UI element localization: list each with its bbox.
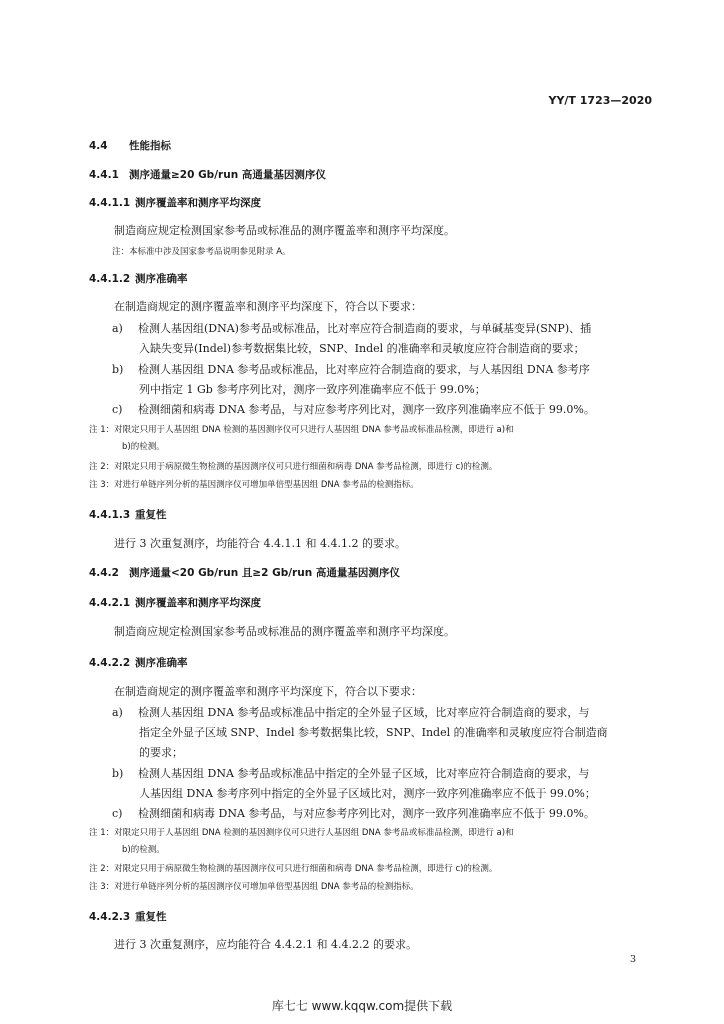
paragraph: 在制造商规定的测序覆盖率和测序平均深度下，符合以下要求：	[114, 685, 422, 698]
section-number: 4.4.1.2	[89, 273, 131, 285]
section-title: 性能指标	[129, 140, 171, 152]
heading-4-4-2	[89, 565, 656, 580]
list-item-a	[112, 704, 656, 720]
heading-4-4	[89, 138, 656, 153]
paragraph: 制造商应规定检测国家参考品或标准品的测序覆盖率和测序平均深度。	[114, 625, 455, 638]
note-1: 注 1：对限定只用于人基因组 DNA 检测的基因测序仪可只进行人基因组 DNA 参考品或标准品检测，即进行 a)和	[89, 828, 514, 838]
note-3: 注 3：对进行单链序列分析的基因测序仪可增加单倍型基因组 DNA 参考品的检测指标。	[89, 882, 419, 892]
note-3: 注 3：对进行单链序列分析的基因测序仪可增加单倍型基因组 DNA 参考品的检测指标。	[89, 480, 419, 490]
list-marker: c)	[112, 403, 123, 416]
list-marker: b)	[112, 767, 124, 780]
section-title: 测序覆盖率和测序平均深度	[135, 597, 261, 609]
list-text: 检测人基因组 DNA 参考品或标准品，比对率应符合制造商的要求，与人基因组 DNA 参考序	[138, 363, 590, 376]
section-title: 测序通量≥20 Gb/run 高通量基因测序仪	[129, 169, 326, 181]
list-item-continuation: 入缺失变异(Indel)参考数据集比较，SNP、Indel 的准确率和灵敏度应符合制造商的要求；	[139, 342, 585, 355]
list-marker: a)	[112, 322, 123, 335]
note-2: 注 2：对限定只用于病原微生物检测的基因测序仪可只进行细菌和病毒 DNA 参考品检测，即进行 c)的检测。	[89, 462, 498, 472]
paragraph: 进行 3 次重复测序，均能符合 4.4.1.1 和 4.4.1.2 的要求。	[114, 537, 406, 550]
standard-id: YY/T 1723—2020	[548, 94, 652, 107]
list-item-b	[112, 361, 656, 377]
section-title: 重复性	[135, 911, 167, 923]
heading-4-4-1-3	[89, 507, 656, 522]
heading-4-4-1-2	[89, 271, 656, 286]
note-1: 注 1：对限定只用于人基因组 DNA 检测的基因测序仪可只进行人基因组 DNA 参考品或标准品检测，即进行 a)和	[89, 425, 514, 435]
list-marker: c)	[112, 807, 123, 820]
section-number: 4.4.1.3	[89, 509, 131, 521]
list-text: 检测细菌和病毒 DNA 参考品，与对应参考序列比对，测序一致序列准确率应不低于 99.0%。	[138, 807, 595, 820]
section-number: 4.4.2.2	[89, 657, 131, 669]
section-number: 4.4.2.1	[89, 597, 131, 609]
note-2: 注 2：对限定只用于病原微生物检测的基因测序仪可只进行细菌和病毒 DNA 参考品检测，即进行 c)的检测。	[89, 864, 498, 874]
list-item-continuation: 的要求；	[139, 746, 183, 759]
list-item-a	[112, 320, 656, 336]
section-title: 测序准确率	[135, 657, 188, 669]
page-number: 3	[629, 954, 636, 965]
section-title: 测序通量<20 Gb/run 且≥2 Gb/run 高通量基因测序仪	[129, 567, 400, 579]
heading-4-4-2-3	[89, 909, 656, 924]
section-title: 测序覆盖率和测序平均深度	[135, 197, 261, 209]
list-item-continuation: 指定全外显子区域 SNP、Indel 参考数据集比较，SNP、Indel 的准确率和灵敏度应符合制造商	[139, 726, 608, 739]
list-item-c	[112, 805, 656, 821]
section-number: 4.4	[89, 140, 108, 152]
section-number: 4.4.2.3	[89, 911, 131, 923]
section-title: 测序准确率	[135, 273, 188, 285]
heading-4-4-2-1	[89, 595, 656, 610]
heading-4-4-1-1	[89, 195, 656, 210]
list-text: 检测细菌和病毒 DNA 参考品，与对应参考序列比对，测序一致序列准确率应不低于 99.0%。	[138, 403, 595, 416]
note: 注：本标准中涉及国家参考品说明参见附录 A。	[112, 247, 291, 257]
paragraph: 在制造商规定的测序覆盖率和测序平均深度下，符合以下要求：	[114, 300, 422, 313]
section-number: 4.4.1	[89, 169, 119, 181]
note-1-continuation: b)的检测。	[122, 845, 165, 855]
download-footer: 库七七 www.kqqw.com提供下载	[271, 999, 453, 1013]
paragraph: 制造商应规定检测国家参考品或标准品的测序覆盖率和测序平均深度。	[114, 224, 455, 237]
list-item-b	[112, 765, 656, 781]
note-1-continuation: b)的检测。	[122, 442, 165, 452]
list-text: 检测人基因组 DNA 参考品或标准品中指定的全外显子区域，比对率应符合制造商的要求，与	[138, 767, 590, 780]
list-item-continuation: 人基因组 DNA 参考序列中指定的全外显子区域比对，测序一致序列准确率应不低于 99.0%；	[139, 787, 596, 800]
section-number: 4.4.1.1	[89, 197, 131, 209]
list-marker: a)	[112, 706, 123, 719]
section-number: 4.4.2	[89, 567, 119, 579]
heading-4-4-1	[89, 167, 656, 182]
list-item-c	[112, 401, 656, 417]
heading-4-4-2-2	[89, 655, 656, 670]
list-marker: b)	[112, 363, 124, 376]
list-item-continuation: 列中指定 1 Gb 参考序列比对，测序一致序列准确率应不低于 99.0%；	[139, 383, 486, 396]
list-text: 检测人基因组 DNA 参考品或标准品中指定的全外显子区域，比对率应符合制造商的要求，与	[138, 706, 590, 719]
paragraph: 进行 3 次重复测序，应均能符合 4.4.2.1 和 4.4.2.2 的要求。	[114, 938, 417, 951]
section-title: 重复性	[135, 509, 167, 521]
list-text: 检测人基因组(DNA)参考品或标准品，比对率应符合制造商的要求，与单碱基变异(SNP)、插	[138, 322, 592, 335]
